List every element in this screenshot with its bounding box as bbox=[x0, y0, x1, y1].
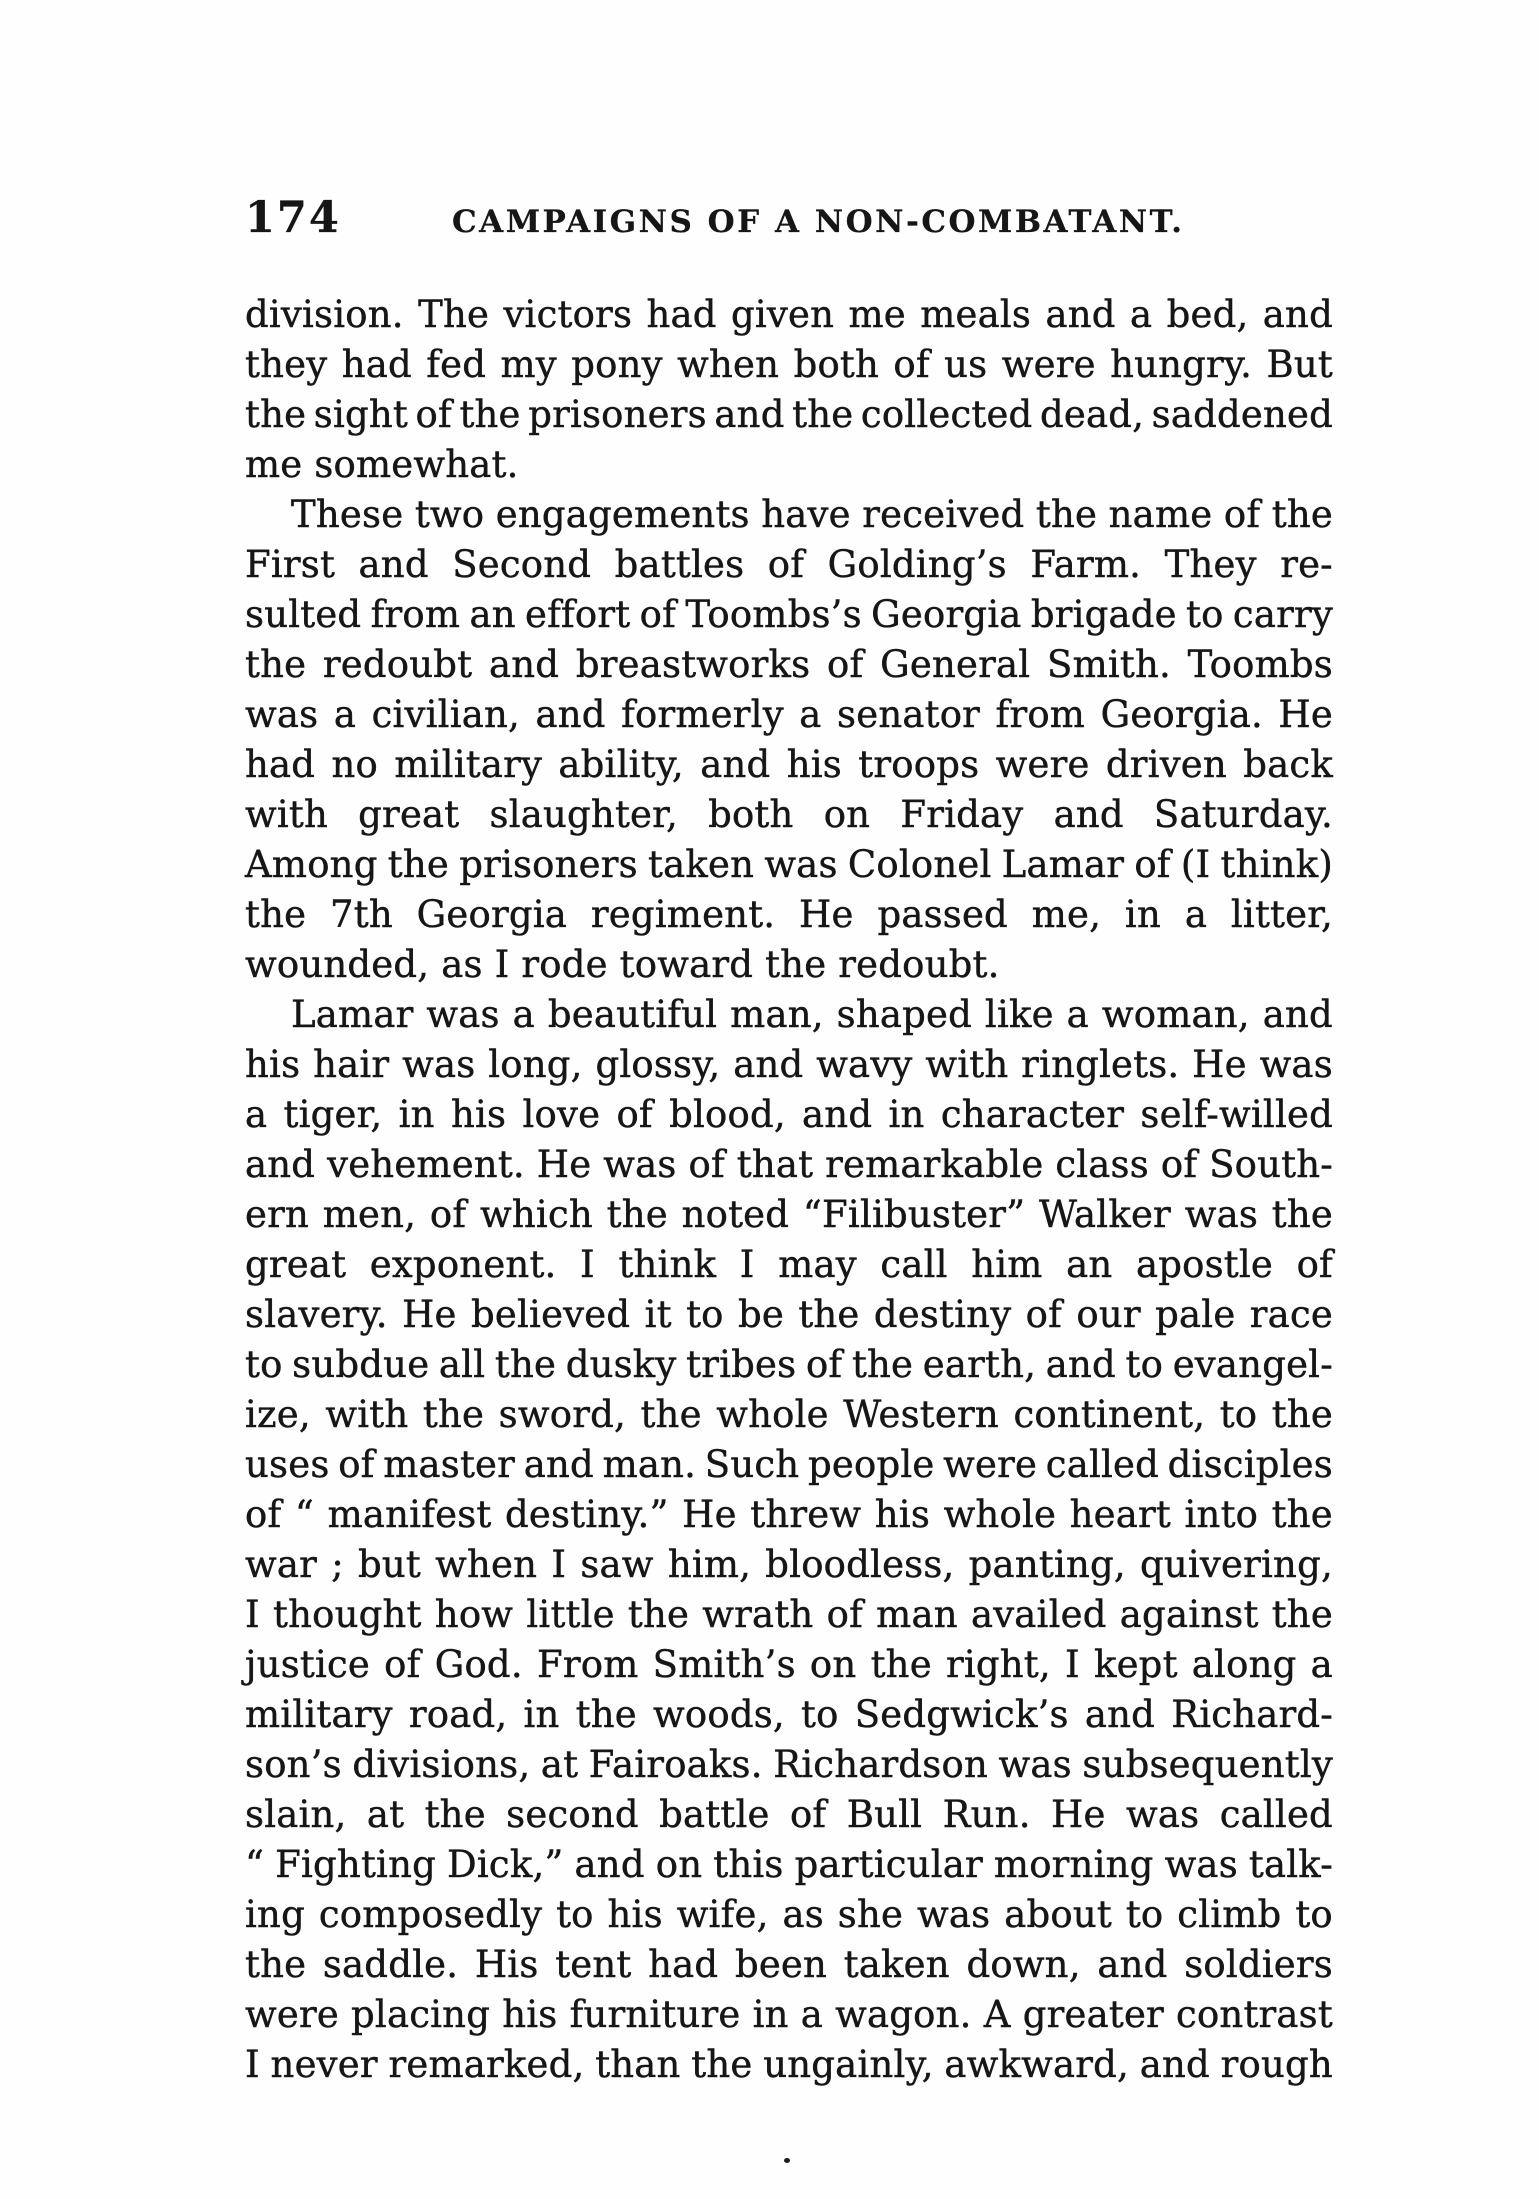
text-line: ern men, of which the noted “Filibuster” Walker was the bbox=[245, 1193, 1333, 1236]
text-line: great exponent. I think I may call him an apostle of bbox=[245, 1243, 1333, 1286]
running-title: CAMPAIGNS OF A NON-COMBATANT. bbox=[452, 204, 1185, 240]
text-line: with great slaughter, both on Friday and Saturday. bbox=[245, 793, 1333, 836]
text-line: of “ manifest destiny.” He threw his whole heart into the bbox=[245, 1493, 1333, 1536]
text-line: Lamar was a beautiful man, shaped like a woman, and bbox=[291, 993, 1333, 1036]
text-line: sulted from an effort of Toombs’s Georgia brigade to carry bbox=[245, 593, 1333, 636]
text-line: military road, in the woods, to Sedgwick’s and Richard- bbox=[245, 1693, 1333, 1736]
text-line: the 7th Georgia regiment. He passed me, in a litter, bbox=[245, 893, 1333, 936]
text-line: ing composedly to his wife, as she was about to climb to bbox=[245, 1893, 1333, 1936]
text-line: These two engagements have received the name of the bbox=[291, 493, 1333, 536]
text-line: son’s divisions, at Fairoaks. Richardson was subsequently bbox=[245, 1743, 1333, 1786]
text-line: his hair was long, glossy, and wavy with ringlets. He was bbox=[245, 1043, 1333, 1086]
text-line: uses of master and man. Such people were called disciples bbox=[245, 1443, 1333, 1486]
page-number: 174 bbox=[245, 193, 341, 243]
text-line: ize, with the sword, the whole Western continent, to the bbox=[245, 1393, 1333, 1436]
text-line: Among the prisoners taken was Colonel Lamar of (I think) bbox=[245, 843, 1333, 886]
text-line: a tiger, in his love of blood, and in character self-willed bbox=[245, 1093, 1333, 1136]
body-text-block bbox=[245, 290, 1333, 2090]
text-line: “ Fighting Dick,” and on this particular morning was talk- bbox=[245, 1843, 1333, 1886]
text-line: justice of God. From Smith’s on the right, I kept along a bbox=[245, 1643, 1333, 1686]
text-line: slain, at the second battle of Bull Run. He was called bbox=[245, 1793, 1333, 1836]
text-line: First and Second battles of Golding’s Farm. They re- bbox=[245, 543, 1333, 586]
text-line: and vehement. He was of that remarkable class of South- bbox=[245, 1143, 1333, 1186]
text-line: wounded, as I rode toward the redoubt. bbox=[245, 943, 1000, 986]
text-line: the saddle. His tent had been taken down, and soldiers bbox=[245, 1943, 1333, 1986]
text-line: slavery. He believed it to be the destiny of our pale race bbox=[245, 1293, 1333, 1336]
text-line: war ; but when I saw him, bloodless, panting, quivering, bbox=[245, 1543, 1333, 1586]
ink-speck bbox=[784, 2158, 790, 2163]
text-line: I thought how little the wrath of man availed against the bbox=[245, 1593, 1333, 1636]
text-line: they had fed my pony when both of us were hungry. But bbox=[245, 343, 1333, 386]
text-line: was a civilian, and formerly a senator from Georgia. He bbox=[245, 693, 1333, 736]
text-line: I never remarked, than the ungainly, awkward, and rough bbox=[245, 2043, 1333, 2086]
text-line: me somewhat. bbox=[245, 443, 519, 486]
text-line: the sight of the prisoners and the collected dead, saddened bbox=[245, 393, 1333, 436]
text-line: had no military ability, and his troops were driven back bbox=[245, 743, 1333, 786]
text-line: division. The victors had given me meals and a bed, and bbox=[245, 293, 1333, 336]
text-line: the redoubt and breastworks of General Smith. Toombs bbox=[245, 643, 1333, 686]
text-line: to subdue all the dusky tribes of the earth, and to evangel- bbox=[245, 1343, 1333, 1386]
text-line: were placing his furniture in a wagon. A greater contrast bbox=[245, 1993, 1333, 2036]
